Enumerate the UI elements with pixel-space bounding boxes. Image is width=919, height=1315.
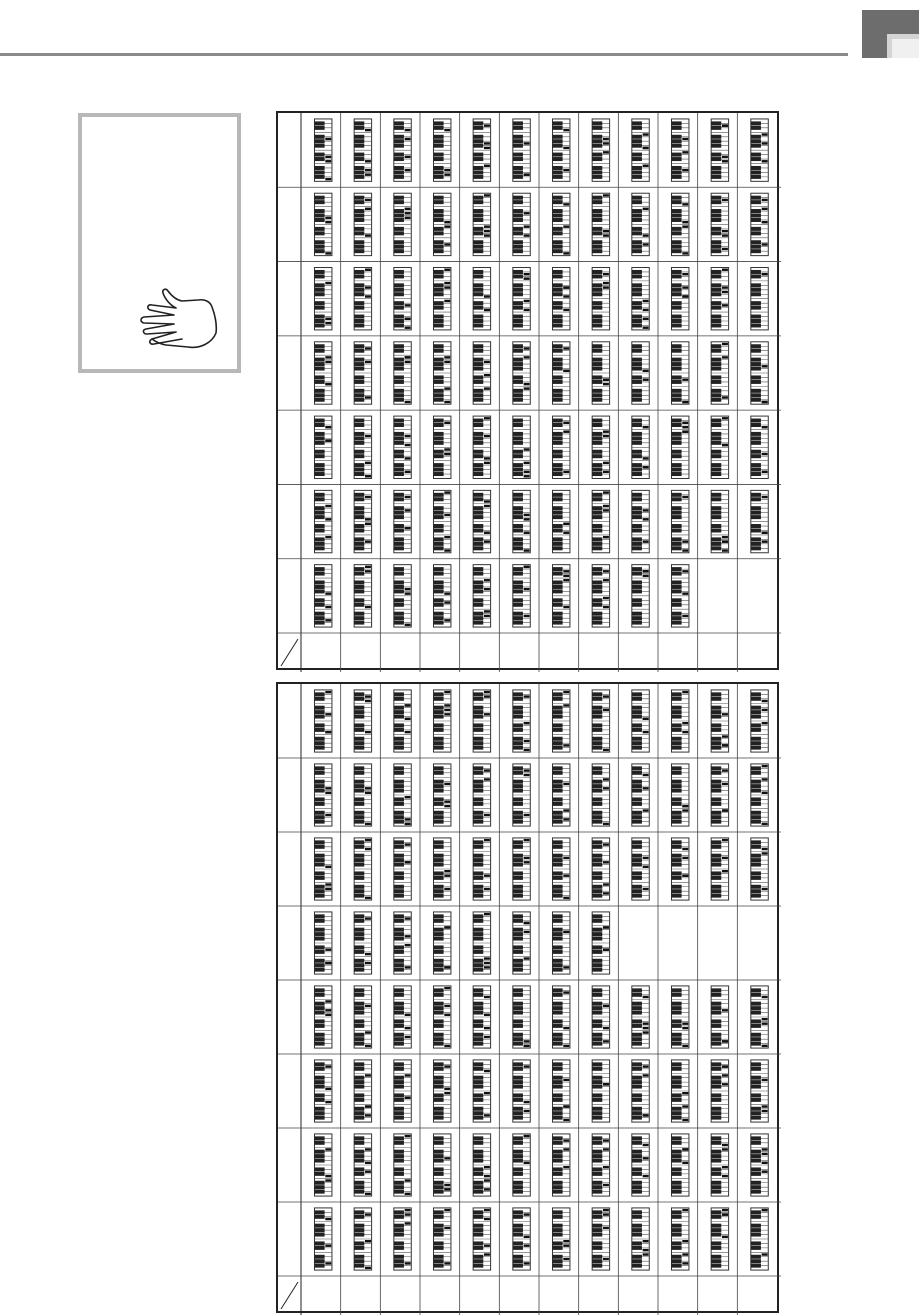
keyboard-diagram bbox=[513, 1208, 530, 1270]
keyboard-diagram bbox=[671, 838, 688, 900]
keyboard-diagram bbox=[671, 342, 688, 404]
keyboard-diagram bbox=[394, 838, 411, 900]
keyboard-diagram bbox=[592, 342, 609, 404]
keyboard-diagram bbox=[394, 986, 411, 1048]
keyboard-diagram bbox=[552, 342, 569, 404]
keyboard-diagram bbox=[552, 1208, 569, 1270]
keyboard-diagram bbox=[632, 342, 649, 404]
keyboard-diagram bbox=[632, 416, 649, 478]
keyboard-diagram bbox=[751, 1134, 768, 1196]
corner-section-tab bbox=[862, 10, 919, 58]
keyboard-diagram bbox=[552, 838, 569, 900]
keyboard-diagram bbox=[433, 119, 450, 181]
keyboard-diagram bbox=[473, 342, 490, 404]
keyboard-diagram bbox=[473, 565, 490, 627]
keyboard-diagram bbox=[473, 193, 490, 255]
keyboard-diagram bbox=[473, 1208, 490, 1270]
keyboard-diagram bbox=[314, 690, 331, 752]
keyboard-diagram bbox=[394, 119, 411, 181]
keyboard-diagram bbox=[354, 1134, 371, 1196]
keyboard-diagram bbox=[751, 690, 768, 752]
keyboard-diagram bbox=[513, 1134, 530, 1196]
keyboard-diagram bbox=[354, 193, 371, 255]
keyboard-diagram bbox=[354, 986, 371, 1048]
keyboard-diagram bbox=[592, 490, 609, 552]
keyboard-diagram bbox=[711, 342, 728, 404]
keyboard-diagram bbox=[751, 838, 768, 900]
keyboard-diagram bbox=[433, 690, 450, 752]
keyboard-diagram bbox=[473, 268, 490, 330]
keyboard-diagram bbox=[433, 912, 450, 974]
keyboard-diagram bbox=[473, 986, 490, 1048]
keyboard-diagram bbox=[711, 193, 728, 255]
keyboard-diagram bbox=[751, 986, 768, 1048]
keyboard-diagram bbox=[592, 690, 609, 752]
keyboard-diagram bbox=[433, 838, 450, 900]
keyboard-diagram bbox=[473, 838, 490, 900]
keyboard-diagram bbox=[354, 119, 371, 181]
keyboard-diagram bbox=[433, 416, 450, 478]
keyboard-diagram bbox=[314, 764, 331, 826]
keyboard-diagram bbox=[433, 193, 450, 255]
keyboard-diagram bbox=[354, 1060, 371, 1122]
keyboard-diagram bbox=[632, 764, 649, 826]
keyboard-diagram bbox=[394, 193, 411, 255]
keyboard-diagram bbox=[632, 119, 649, 181]
keyboard-diagram bbox=[314, 416, 331, 478]
keyboard-diagram bbox=[473, 1134, 490, 1196]
keyboard-diagram bbox=[671, 690, 688, 752]
keyboard-diagram bbox=[751, 193, 768, 255]
keyboard-diagram bbox=[354, 490, 371, 552]
keyboard-diagram bbox=[632, 268, 649, 330]
keyboard-diagram bbox=[314, 1134, 331, 1196]
tab-white-block bbox=[892, 39, 919, 58]
keyboard-diagram bbox=[314, 193, 331, 255]
keyboard-diagram bbox=[592, 119, 609, 181]
keyboard-diagram bbox=[711, 1060, 728, 1122]
keyboard-diagram bbox=[354, 912, 371, 974]
keyboard-diagram bbox=[552, 193, 569, 255]
keyboard-diagram bbox=[552, 986, 569, 1048]
keyboard-diagram bbox=[433, 1208, 450, 1270]
keyboard-diagram bbox=[671, 565, 688, 627]
keyboard-diagram bbox=[592, 764, 609, 826]
keyboard-diagram bbox=[632, 1060, 649, 1122]
keyboard-diagram bbox=[671, 490, 688, 552]
keyboard-diagram bbox=[394, 912, 411, 974]
keyboard-diagram bbox=[592, 1060, 609, 1122]
keyboard-diagram bbox=[671, 193, 688, 255]
chord-grid-top bbox=[278, 113, 781, 672]
keyboard-diagram bbox=[354, 268, 371, 330]
keyboard-diagram bbox=[632, 1208, 649, 1270]
keyboard-diagram bbox=[671, 1134, 688, 1196]
keyboard-diagram bbox=[711, 490, 728, 552]
keyboard-diagram bbox=[433, 764, 450, 826]
keyboard-diagram bbox=[592, 193, 609, 255]
chord-table-top bbox=[276, 111, 779, 670]
keyboard-diagram bbox=[751, 342, 768, 404]
keyboard-diagram bbox=[314, 986, 331, 1048]
keyboard-diagram bbox=[552, 490, 569, 552]
keyboard-diagram bbox=[354, 565, 371, 627]
keyboard-diagram bbox=[552, 1134, 569, 1196]
keyboard-diagram bbox=[632, 690, 649, 752]
keyboard-diagram bbox=[433, 1060, 450, 1122]
keyboard-diagram bbox=[632, 193, 649, 255]
chord-table-bottom bbox=[276, 682, 779, 1313]
keyboard-diagram bbox=[394, 764, 411, 826]
keyboard-diagram bbox=[394, 268, 411, 330]
keyboard-diagram bbox=[314, 119, 331, 181]
keyboard-diagram bbox=[751, 416, 768, 478]
left-hand-icon bbox=[138, 287, 218, 357]
keyboard-diagram bbox=[671, 119, 688, 181]
keyboard-diagram bbox=[711, 119, 728, 181]
keyboard-diagram bbox=[433, 342, 450, 404]
keyboard-diagram bbox=[513, 490, 530, 552]
keyboard-diagram bbox=[552, 1060, 569, 1122]
keyboard-diagram bbox=[671, 1060, 688, 1122]
keyboard-diagram bbox=[314, 1208, 331, 1270]
keyboard-diagram bbox=[592, 1134, 609, 1196]
keyboard-diagram bbox=[513, 193, 530, 255]
keyboard-diagram bbox=[354, 838, 371, 900]
keyboard-diagram bbox=[473, 416, 490, 478]
keyboard-diagram bbox=[751, 1208, 768, 1270]
keyboard-diagram bbox=[513, 119, 530, 181]
keyboard-diagram bbox=[394, 1134, 411, 1196]
keyboard-diagram bbox=[552, 690, 569, 752]
keyboard-diagram bbox=[552, 416, 569, 478]
chord-grid-bottom bbox=[278, 684, 781, 1315]
keyboard-diagram bbox=[513, 764, 530, 826]
keyboard-diagram bbox=[711, 268, 728, 330]
keyboard-diagram bbox=[354, 764, 371, 826]
keyboard-diagram bbox=[592, 986, 609, 1048]
keyboard-diagram bbox=[473, 690, 490, 752]
keyboard-diagram bbox=[513, 416, 530, 478]
keyboard-diagram bbox=[394, 690, 411, 752]
keyboard-diagram bbox=[394, 1208, 411, 1270]
keyboard-diagram bbox=[354, 416, 371, 478]
keyboard-diagram bbox=[394, 342, 411, 404]
keyboard-diagram bbox=[711, 1208, 728, 1270]
keyboard-diagram bbox=[394, 490, 411, 552]
keyboard-diagram bbox=[433, 490, 450, 552]
left-hand-note-box bbox=[78, 113, 241, 373]
keyboard-diagram bbox=[632, 838, 649, 900]
keyboard-diagram bbox=[433, 268, 450, 330]
keyboard-diagram bbox=[314, 1060, 331, 1122]
keyboard-diagram bbox=[552, 565, 569, 627]
keyboard-diagram bbox=[473, 764, 490, 826]
keyboard-diagram bbox=[314, 838, 331, 900]
keyboard-diagram bbox=[513, 690, 530, 752]
keyboard-diagram bbox=[592, 912, 609, 974]
keyboard-diagram bbox=[314, 565, 331, 627]
keyboard-diagram bbox=[513, 1060, 530, 1122]
keyboard-diagram bbox=[751, 268, 768, 330]
keyboard-diagram bbox=[711, 838, 728, 900]
keyboard-diagram bbox=[632, 490, 649, 552]
keyboard-diagram bbox=[314, 912, 331, 974]
keyboard-diagram bbox=[632, 986, 649, 1048]
keyboard-diagram bbox=[592, 838, 609, 900]
keyboard-diagram bbox=[473, 490, 490, 552]
keyboard-diagram bbox=[751, 119, 768, 181]
keyboard-diagram bbox=[592, 1208, 609, 1270]
keyboard-diagram bbox=[552, 912, 569, 974]
keyboard-diagram bbox=[671, 1208, 688, 1270]
keyboard-diagram bbox=[354, 1208, 371, 1270]
keyboard-diagram bbox=[314, 342, 331, 404]
keyboard-diagram bbox=[751, 490, 768, 552]
keyboard-diagram bbox=[354, 342, 371, 404]
keyboard-diagram bbox=[314, 490, 331, 552]
keyboard-diagram bbox=[473, 1060, 490, 1122]
keyboard-diagram bbox=[632, 1134, 649, 1196]
keyboard-diagram bbox=[513, 342, 530, 404]
keyboard-diagram bbox=[711, 986, 728, 1048]
keyboard-diagram bbox=[513, 268, 530, 330]
keyboard-diagram bbox=[592, 268, 609, 330]
keyboard-diagram bbox=[433, 565, 450, 627]
keyboard-diagram bbox=[671, 416, 688, 478]
keyboard-diagram bbox=[473, 912, 490, 974]
keyboard-diagram bbox=[711, 416, 728, 478]
keyboard-diagram bbox=[473, 119, 490, 181]
keyboard-diagram bbox=[711, 690, 728, 752]
keyboard-diagram bbox=[433, 986, 450, 1048]
keyboard-diagram bbox=[354, 690, 371, 752]
keyboard-diagram bbox=[671, 764, 688, 826]
keyboard-diagram bbox=[592, 416, 609, 478]
keyboard-diagram bbox=[314, 268, 331, 330]
keyboard-diagram bbox=[671, 986, 688, 1048]
keyboard-diagram bbox=[513, 565, 530, 627]
keyboard-diagram bbox=[592, 565, 609, 627]
keyboard-diagram bbox=[513, 986, 530, 1048]
header-rule bbox=[0, 53, 848, 56]
keyboard-diagram bbox=[552, 268, 569, 330]
keyboard-diagram bbox=[711, 764, 728, 826]
keyboard-diagram bbox=[552, 764, 569, 826]
keyboard-diagram bbox=[711, 1134, 728, 1196]
keyboard-diagram bbox=[671, 268, 688, 330]
keyboard-diagram bbox=[552, 119, 569, 181]
keyboard-diagram bbox=[394, 565, 411, 627]
keyboard-diagram bbox=[394, 416, 411, 478]
keyboard-diagram bbox=[632, 565, 649, 627]
keyboard-diagram bbox=[751, 764, 768, 826]
keyboard-diagram bbox=[433, 1134, 450, 1196]
keyboard-diagram bbox=[394, 1060, 411, 1122]
keyboard-diagram bbox=[751, 1060, 768, 1122]
keyboard-diagram bbox=[513, 912, 530, 974]
keyboard-diagram bbox=[513, 838, 530, 900]
